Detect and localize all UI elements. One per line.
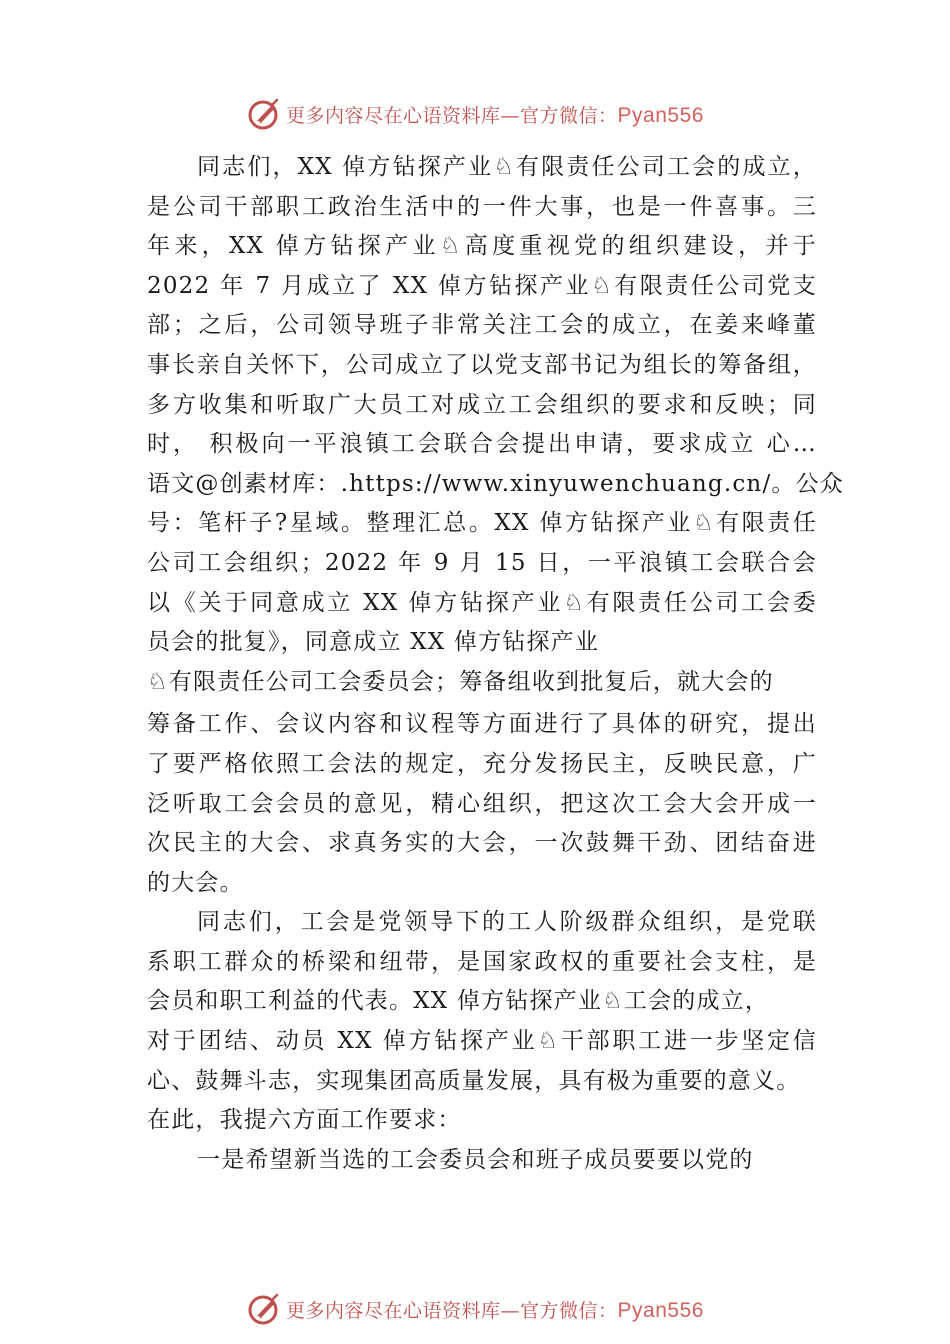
document-body [147, 148, 844, 1180]
text-line: 心、鼓舞斗志，实现集团高质量发展，具有极为重要的意义。 [147, 1067, 801, 1094]
text-line: 是公司干部职工政治生活中的一件大事，也是一件喜事。三 [147, 193, 817, 220]
pen-seal-logo-icon [246, 1291, 282, 1327]
footer-wechat-id: Pyan556 [617, 1298, 704, 1322]
text-line: 号：笔杆子?星域。整理汇总。XX 倬方钻探产业♘有限责任 [147, 510, 817, 537]
text-line: 年来，XX 倬方钻探产业♘高度重视党的组织建设，并于 [147, 233, 817, 260]
pen-seal-logo-icon [246, 96, 282, 132]
text-line: 筹备工作、会议内容和议程等方面进行了具体的研究，提出 [147, 711, 817, 738]
text-line: 公司工会组织；2022 年 9 月 15 日，一平浪镇工会联合会 [147, 549, 817, 576]
text-line: 事长亲自关怀下，公司成立了以党支部书记为组长的筹备组， [147, 351, 817, 378]
text-line: 在此，我提六方面工作要求： [147, 1107, 462, 1134]
paragraph-3 [147, 1141, 817, 1181]
text-line: 2022 年 7 月成立了 XX 倬方钻探产业♘有限责任公司党支 [147, 272, 817, 299]
header-watermark-banner [0, 94, 950, 134]
text-line: 对于团结、动员 XX 倬方钻探产业♘干部职工进一步坚定信 [147, 1028, 817, 1055]
text-line: 了要严格依照工会法的规定，充分发扬民主，反映民意，广 [147, 750, 817, 777]
paragraph-2 [147, 903, 817, 1141]
header-banner-text: 更多内容尽在心语资料库—官方微信：Pyan556 [286, 103, 704, 127]
text-line: 员会的批复》，同意成立 XX 倬方钻探产业 [147, 629, 600, 656]
footer-banner-text: 更多内容尽在心语资料库—官方微信：Pyan556 [286, 1298, 704, 1322]
text-line: 以《关于同意成立 XX 倬方钻探产业♘有限责任公司工会委 [147, 589, 817, 616]
text-line: 次民主的大会、求真务实的大会，一次鼓舞干劲、团结奋进 [147, 830, 817, 857]
text-line: ♘有限责任公司工会委员会；筹备组收到批复后，就大会的 [147, 668, 774, 695]
text-line: 系职工群众的桥梁和纽带，是国家政权的重要社会支柱，是 [147, 948, 817, 975]
paragraph-1 [147, 148, 844, 903]
footer-watermark-banner [0, 1289, 950, 1329]
text-line: 时， 积极向一平浪镇工会联合会提出申请，要求成立 心… [147, 431, 817, 458]
text-line: 同志们，XX 倬方钻探产业♘有限责任公司工会的成立， [197, 154, 817, 180]
text-line: 部；之后，公司领导班子非常关注工会的成立，在姜来峰董 [147, 312, 817, 339]
text-line: 一是希望新当选的工会委员会和班子成员要要以党的 [197, 1146, 754, 1173]
text-line: 多方收集和听取广大员工对成立工会组织的要求和反映；同 [147, 391, 817, 418]
text-line: 会员和职工利益的代表。XX 倬方钻探产业♘工会的成立， [147, 988, 770, 1015]
text-line: 语文@创素材库：.https://www.xinyuwenchuang.cn/。公众 [147, 470, 844, 497]
header-wechat-id: Pyan556 [617, 103, 704, 127]
text-line: 同志们，工会是党领导下的工人阶级群众组织，是党联 [197, 909, 817, 936]
text-line: 泛听取工会会员的意见，精心组织，把这次工会大会开成一 [147, 790, 817, 817]
text-line: 的大会。 [147, 869, 244, 896]
